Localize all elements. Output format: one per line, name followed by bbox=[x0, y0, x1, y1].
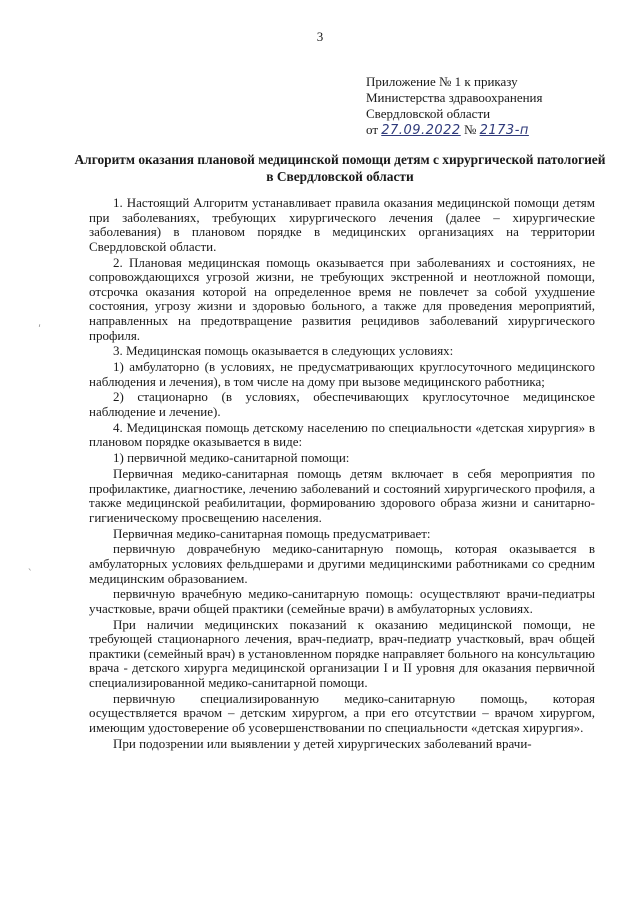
paragraph: При наличии медицинских показаний к оказанию медицинской помощи, не требующей стационарного лечения, врач-педиатр, врач-педиатр участковый, врач общей практики (семейный врач) в установленном порядке направляет больного на консультацию врача - детского хирурга медицинской организации I и II уровня для оказания первичной специализированной медико-санитарной помощи. bbox=[89, 616, 595, 691]
appendix-line-2: Министерства здравоохранения bbox=[366, 90, 543, 105]
appendix-header bbox=[366, 74, 616, 139]
document-title: Алгоритм оказания плановой медицинской помощи детям с хирургической патологией в Свердловской области bbox=[74, 152, 606, 184]
appendix-line-3: Свердловской области bbox=[366, 106, 491, 121]
number-label: № bbox=[463, 122, 477, 137]
paragraph: 1) амбулаторно (в условиях, не предусматривающих круглосуточного медицинского наблюдения и лечения), в том числе на дому при вызове медицинского работника; bbox=[89, 359, 595, 389]
paragraph: первичную доврачебную медико-санитарную помощь, которая оказывается в амбулаторных условиях фельдшерами и другими медицинскими работниками со средним медицинским образованием. bbox=[89, 541, 595, 586]
from-label: от bbox=[366, 122, 379, 137]
paragraph: первичную специализированную медико-санитарную помощь, которая осуществляется врачом – детским хирургом, а при его отсутствии – врачом хирургом, имеющим удостоверение об усовершенствовании по специальности «детская хирургия». bbox=[89, 690, 595, 736]
paragraph: 3. Медицинская помощь оказывается в следующих условиях: bbox=[113, 343, 454, 359]
order-number: 2173-п bbox=[479, 123, 529, 138]
paragraph: При подозрении или выявлении у детей хирургических заболеваний врачи- bbox=[113, 735, 532, 751]
paragraph: 2. Плановая медицинская помощь оказывается при заболеваниях и состояниях, не сопровождающихся угрозой жизни, не требующих экстренной и неотложной помощи, отсрочка оказания которой на определенное время не повлечет за собой ухудшение состояния, угрозу жизни и здоровью больного, а также для проведения мероприятий, направленных на предотвращение развития рецидивов заболеваний хирургического профиля. bbox=[89, 254, 595, 343]
paragraph: 4. Медицинская помощь детскому населению по специальности «детская хирургия» в плановом порядке оказывается в виде: bbox=[89, 419, 595, 450]
paragraph: первичную врачебную медико-санитарную помощь: осуществляют врачи-педиатры участковые, врачи общей практики (семейные врачи) в амбулаторных условиях. bbox=[89, 586, 595, 616]
order-date: 27.09.2022 bbox=[381, 123, 461, 138]
appendix-date-line bbox=[366, 122, 616, 139]
paragraph: 2) стационарно (в условиях, обеспечивающих круглосуточное медицинское наблюдение и лечение). bbox=[89, 389, 595, 420]
appendix-line-1: Приложение № 1 к приказу bbox=[366, 74, 518, 89]
paragraph: Первичная медико-санитарная помощь предусматривает: bbox=[113, 525, 431, 541]
paragraph: 1) первичной медико-санитарной помощи: bbox=[113, 450, 350, 466]
paragraph: 1. Настоящий Алгоритм устанавливает правила оказания медицинской помощи детям при заболеваниях, требующих хирургического лечения (далее – хирургические заболевания) в плановом порядке в медицинских организациях на территории Свердловской области. bbox=[89, 195, 595, 254]
page-number: 3 bbox=[316, 29, 324, 44]
scan-mark: ʹ bbox=[38, 323, 42, 336]
document-body bbox=[89, 196, 595, 753]
paragraph: Первичная медико-санитарная помощь детям включает в себя мероприятия по профилактике, диагностике, лечению заболеваний и состояний хирургического профиля, а также медицинской реабилитации, формированию здорового образа жизни и санитарно-гигиеническому просвещению населения. bbox=[89, 466, 595, 525]
